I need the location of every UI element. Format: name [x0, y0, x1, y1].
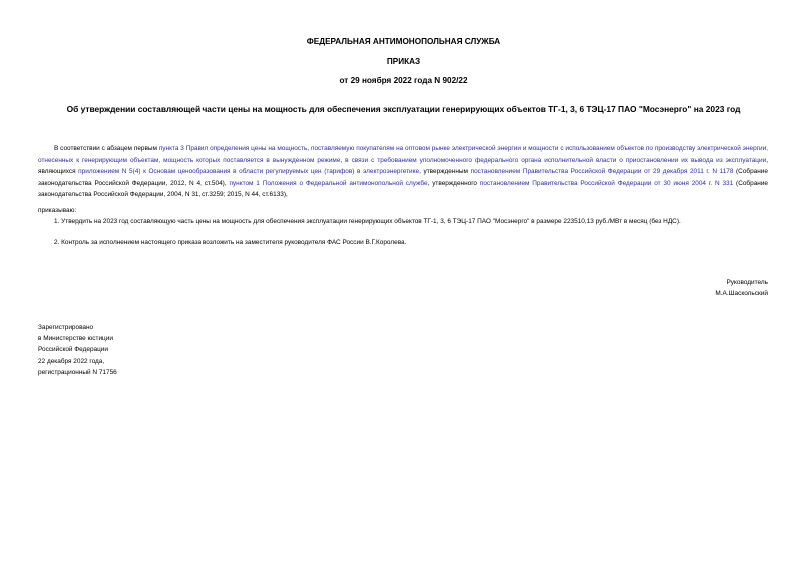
- registration-block: [38, 322, 117, 378]
- preamble-text-4: (Собрание законодательства Российской Федерации, 2012, N 4, ст.504),: [38, 168, 768, 187]
- registration-line: Российской Федерации: [38, 346, 109, 354]
- preamble-text-6: (Собрание законодательства Российской Федерации, 2004, N 31, ст.3259; 2015, N 44, ст.6133),: [38, 179, 769, 198]
- registration-line: 22 декабря 2022 года,: [38, 357, 105, 365]
- link-fas-regulation[interactable]: пунктом 1 Положения о Федеральной антимонопольной службе: [229, 179, 428, 187]
- date-number-heading: от 29 ноября 2022 года N 902/22: [339, 76, 468, 85]
- agency-heading: ФЕДЕРАЛЬНАЯ АНТИМОНОПОЛЬНАЯ СЛУЖБА: [306, 37, 501, 46]
- order-item-1: 1. Утвердить на 2023 год составляющую часть цены на мощность для обеспечения эксплуатации генерирующих объектов ТГ-1, 3, 6 ТЭЦ-17 ПАО "Мосэнерго" в размере 223510,13 руб./МВт в месяц (без НДС).: [54, 218, 681, 225]
- signature-position: Руководитель: [726, 279, 768, 286]
- registration-line: регистрационный N 71756: [38, 368, 117, 376]
- link-pricing-rules[interactable]: пункта 3 Правил определения цены на мощность, поставляемую покупателям на оптовом рынке электрической энергии и мощности с использованием объектов по производству электрической энергии, отнесенных к генерирующим объектам, мощность которых поставляется в вынужденном режиме, в связи с требованием уполномоченного федерального органа исполнительной власти о приостановлении их вывода из эксплуатации: [38, 145, 768, 164]
- order-word: приказываю:: [38, 207, 77, 214]
- document-title: Об утверждении составляющей части цены на мощность для обеспечения эксплуатации генерирующих объектов ТГ-1, 3, 6 ТЭЦ-17 ПАО "Мосэнерго" на 2023 год: [66, 104, 741, 114]
- preamble-text-5: , утвержденного: [427, 179, 480, 187]
- order-item-2: 2. Контроль за исполнением настоящего приказа возложить на заместителя руководителя ФАС России В.Г.Королева.: [54, 239, 407, 246]
- registration-line: Зарегистрировано: [38, 324, 94, 331]
- link-resolution-1178[interactable]: постановлением Правительства Российской Федерации от 29 декабря 2011 г. N 1178: [470, 168, 734, 175]
- doc-type-heading: ПРИКАЗ: [386, 57, 421, 66]
- preamble-text-3: , утвержденным: [419, 168, 471, 175]
- link-resolution-331[interactable]: постановлением Правительства Российской Федерации от 30 июня 2004 г. N 331: [479, 179, 734, 187]
- preamble-paragraph: [38, 143, 768, 201]
- link-appendix-5-4[interactable]: приложением N 5(4) к Основам ценообразования в области регулируемых цен (тарифов) в электроэнергетике: [78, 168, 420, 175]
- registration-line: в Министерстве юстиции: [38, 335, 113, 343]
- signature-name: М.А.Шаскольский: [715, 290, 768, 297]
- preamble-text-1: В соответствии с абзацем первым: [54, 145, 159, 152]
- preamble-text-2: , являющихся: [38, 156, 768, 175]
